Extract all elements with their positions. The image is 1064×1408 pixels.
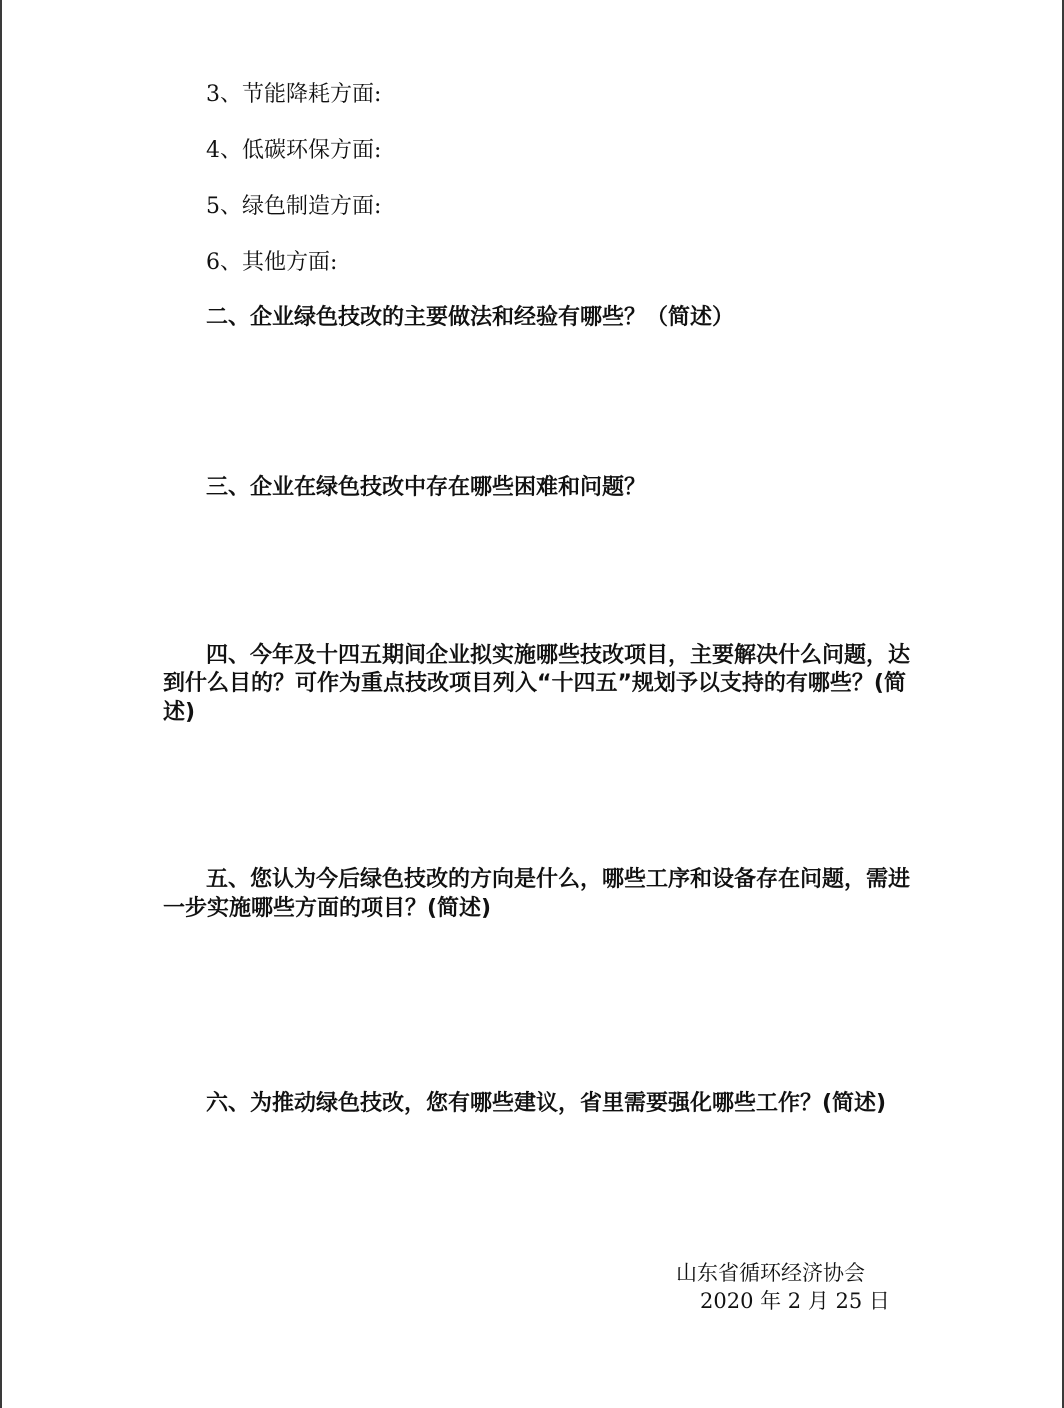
question-2: 二、企业绿色技改的主要做法和经验有哪些？（简述） [206,305,735,330]
question-4-line-2: 到什么目的？可作为重点技改项目列入“十四五”规划予以支持的有哪些？(简 [163,671,906,696]
signature-organization: 山东省循环经济协会 [676,1261,865,1285]
item-energy-saving: 3、节能降耗方面: [206,82,382,107]
question-6: 六、为推动绿色技改，您有哪些建议，省里需要强化哪些工作？(简述) [206,1091,887,1116]
signature-date: 2020 年 2 月 25 日 [700,1289,890,1313]
item-low-carbon: 4、低碳环保方面: [206,138,382,163]
page-left-border [0,0,2,1408]
question-5-line-1: 五、您认为今后绿色技改的方向是什么，哪些工序和设备存在问题，需进 [206,867,911,892]
question-4-line-3: 述) [163,700,196,725]
question-4-line-1: 四、今年及十四五期间企业拟实施哪些技改项目，主要解决什么问题，达 [206,643,911,668]
question-3: 三、企业在绿色技改中存在哪些困难和问题？ [206,475,647,500]
item-other: 6、其他方面: [206,250,338,275]
question-5-line-2: 一步实施哪些方面的项目？(简述) [163,896,492,921]
item-green-manufacturing: 5、绿色制造方面: [206,194,382,219]
